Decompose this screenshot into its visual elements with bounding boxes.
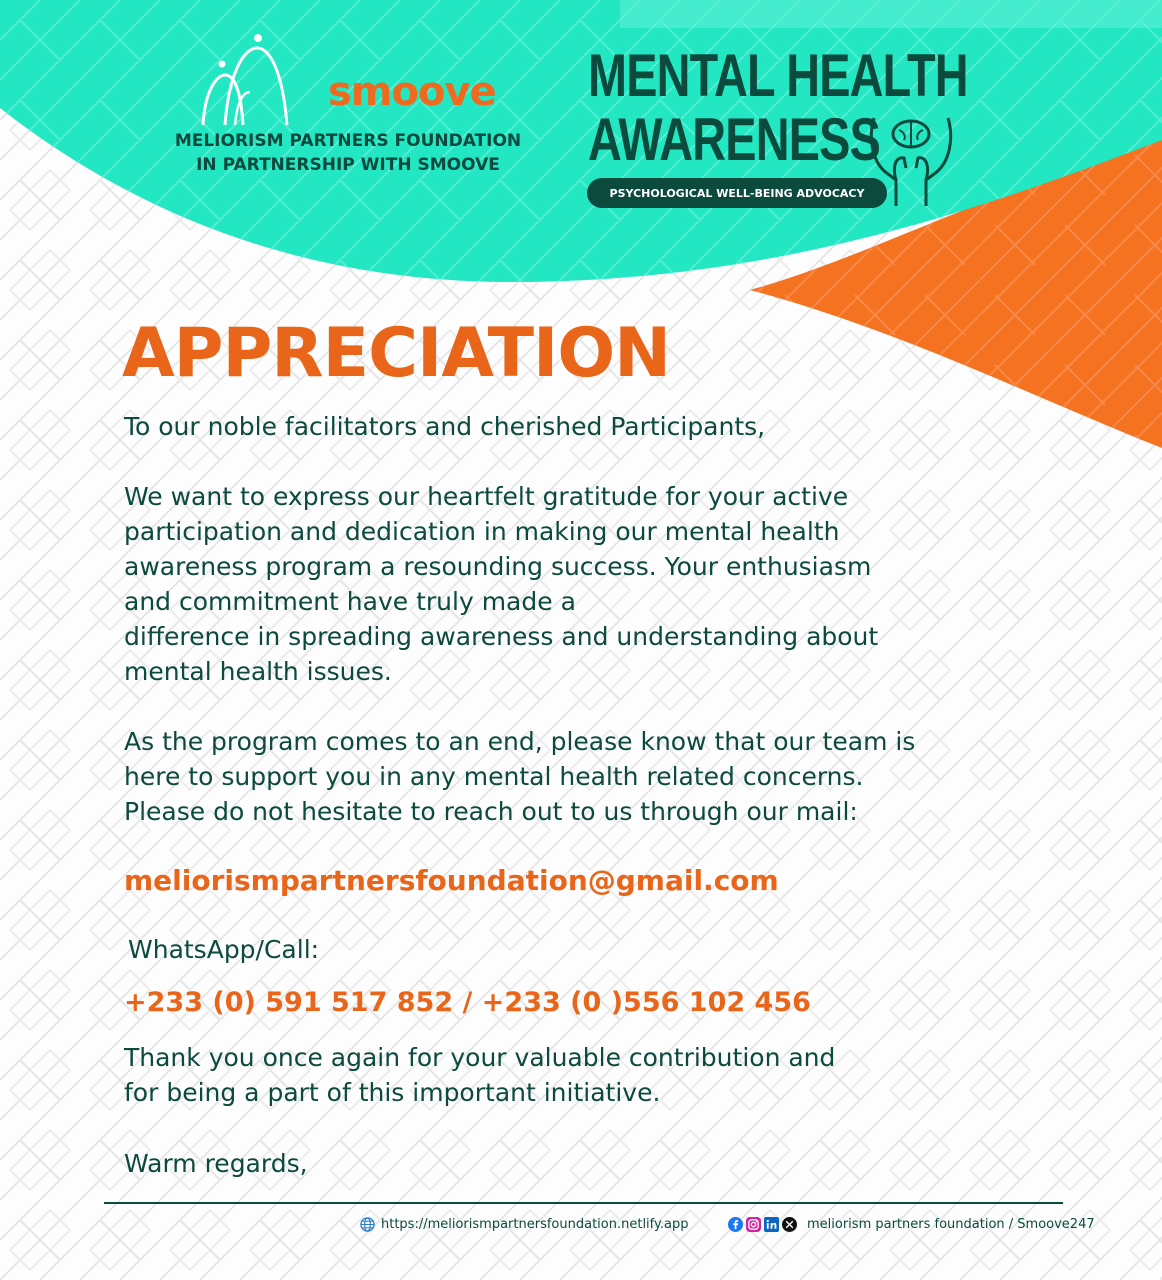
text-line: participation and dedication in making our mental health xyxy=(124,517,840,546)
linkedin-icon[interactable] xyxy=(764,1217,779,1232)
paragraph-closing xyxy=(124,1040,1084,1110)
social-handle: meliorism partners foundation / Smoove247 xyxy=(807,1217,1095,1232)
text-line: difference in spreading awareness and understanding about xyxy=(124,622,879,651)
text-line: As the program comes to an end, please know that our team is xyxy=(124,727,916,756)
salutation-text: To our noble facilitators and cherished Participants, xyxy=(124,412,766,441)
text-line: Please do not hesitate to reach out to us through our mail: xyxy=(124,797,858,826)
text-line: here to support you in any mental health related concerns. xyxy=(124,762,864,791)
text-line: and commitment have truly made a xyxy=(124,587,576,616)
page-title: APPRECIATION xyxy=(122,314,671,393)
x-twitter-icon[interactable] xyxy=(782,1217,797,1232)
globe-icon xyxy=(360,1217,375,1232)
paragraph-gratitude xyxy=(124,479,1084,689)
signoff xyxy=(124,1146,1084,1181)
contact-email[interactable]: meliorismpartnersfoundation@gmail.com xyxy=(124,864,779,897)
paragraph-support xyxy=(124,724,1084,829)
salutation xyxy=(124,409,1084,444)
phone-numbers[interactable]: +233 (0) 591 517 852 / +233 (0 )556 102 456 xyxy=(124,987,811,1018)
whatsapp-call-label: WhatsApp/Call: xyxy=(128,935,320,964)
partnership-line: IN PARTNERSHIP WITH SMOOVE xyxy=(196,155,500,175)
text-line: mental health issues. xyxy=(124,657,392,686)
signoff-text: Warm regards, xyxy=(124,1149,308,1178)
instagram-icon[interactable] xyxy=(746,1217,761,1232)
facebook-icon[interactable] xyxy=(728,1217,743,1232)
campaign-title-line1: MENTAL HEALTH xyxy=(588,42,968,109)
campaign-title-line2: AWARENESS xyxy=(588,106,881,173)
text-line: We want to express our heartfelt gratitude for your active xyxy=(124,482,849,511)
org-name: MELIORISM PARTNERS FOUNDATION xyxy=(174,131,522,151)
meliorism-logo-icon xyxy=(195,30,295,130)
text-line: awareness program a resounding success. Your enthusiasm xyxy=(124,552,872,581)
footer-social-links xyxy=(728,1217,1095,1232)
smoove-logo: smoove xyxy=(328,69,496,115)
website-url[interactable]: https://meliorismpartnersfoundation.netlify.app xyxy=(381,1217,689,1232)
footer-website[interactable] xyxy=(360,1217,688,1232)
text-line: Thank you once again for your valuable contribution and xyxy=(124,1043,836,1072)
footer-divider xyxy=(104,1202,1063,1204)
text-line: for being a part of this important initiative. xyxy=(124,1078,661,1107)
campaign-tagline-badge: PSYCHOLOGICAL WELL-BEING ADVOCACY xyxy=(587,178,887,208)
